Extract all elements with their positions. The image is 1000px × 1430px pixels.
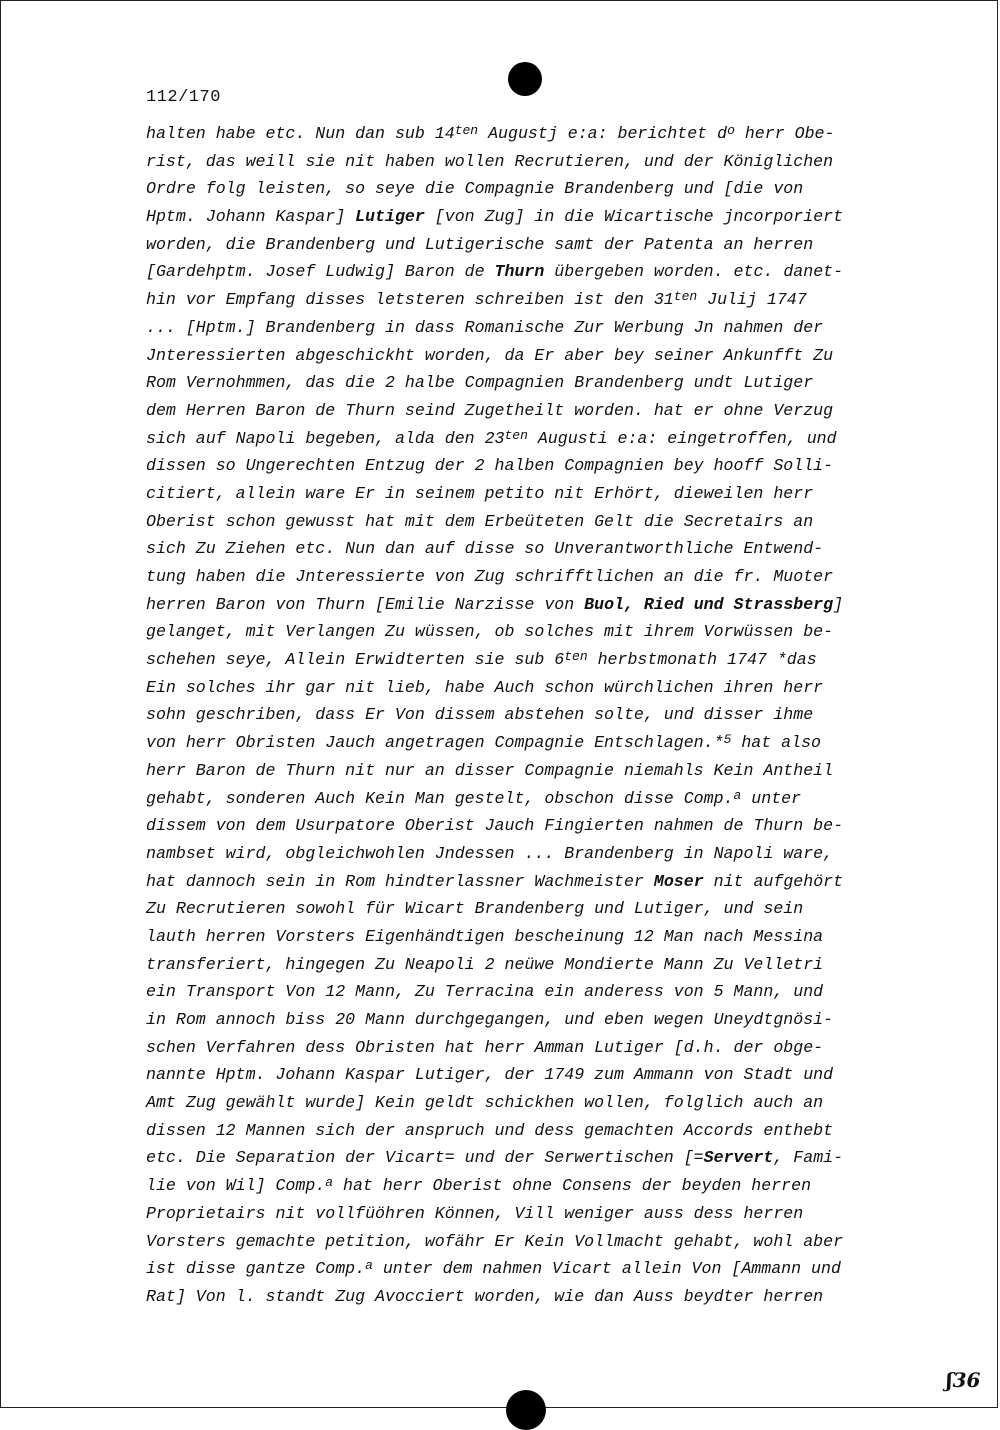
text-run: rist, das weill sie nit haben wollen Recrutieren, und der Königlichen <box>146 151 834 171</box>
text-run: schehen seye, Allein Erwidterten sie sub 6 <box>146 650 565 670</box>
text-run: tung haben die Jnteressierte von Zug schrifftlichen an die fr. Muoter <box>146 567 834 586</box>
text-line <box>146 978 926 1006</box>
text-run: Augustj e:a: berichtet d <box>478 124 728 143</box>
text-line <box>146 203 926 231</box>
margin-mark: ʃ36 <box>946 1368 981 1392</box>
bold-name: Thurn <box>494 262 545 282</box>
text-line <box>146 1034 926 1062</box>
text-run: Hptm. Johann Kaspar] <box>146 207 356 227</box>
text-line <box>146 314 926 342</box>
text-line <box>146 1061 926 1089</box>
text-line <box>146 591 926 619</box>
text-line <box>146 175 926 203</box>
superscript: a <box>733 787 742 803</box>
text-run: dissem von dem Usurpatore Oberist Jauch Fingierten nahmen de Thurn be- <box>146 816 844 836</box>
text-line <box>146 729 926 757</box>
text-run: unter dem nahmen Vicart allein Von [Ammann und <box>372 1259 841 1279</box>
text-run: Amt Zug gewählt wurde] Kein geldt schickhen wollen, folglich auch an <box>146 1093 824 1113</box>
page-number: 112/170 <box>146 88 221 107</box>
text-run: Zu Recrutieren sowohl für Wicart Brandenberg und Lutiger, und sein <box>146 899 804 919</box>
text-line <box>146 231 926 259</box>
text-run: lauth herren Vorsters Eigenhändtigen bescheinung 12 Man nach Messina <box>146 926 824 946</box>
text-run: etc. Die Separation der Vicart= und der Serwertischen [= <box>146 1148 704 1168</box>
text-run: Rat] Von l. standt Zug Avocciert worden, wie dan Auss beydter herren <box>146 1286 824 1306</box>
text-run: ist disse gantze Comp. <box>146 1259 366 1279</box>
superscript: ten <box>504 427 528 443</box>
superscript: a <box>365 1258 373 1274</box>
text-line <box>146 480 926 508</box>
text-run: citiert, allein ware Er in seinem petito nit Erhört, dieweilen herr <box>146 483 814 503</box>
text-line <box>146 895 926 923</box>
text-run: lie von Wil] Comp. <box>146 1176 326 1196</box>
superscript: ten <box>673 289 698 305</box>
text-line <box>146 923 926 951</box>
text-line <box>146 840 926 868</box>
text-run: halten habe etc. Nun dan sub 14 <box>146 124 455 143</box>
text-run: Ein solches ihr gar nit lieb, habe Auch schon würchlichen ihren herr <box>146 677 824 697</box>
text-run: Jnteressierten abgeschickht worden, da Er aber bey seiner Ankunfft Zu <box>146 345 834 365</box>
text-run: nannte Hptm. Johann Kaspar Lutiger, der 1749 zum Ammann von Stadt und <box>146 1065 834 1085</box>
text-run: ... [Hptm.] Brandenberg in dass Romanische Zur Werbung Jn nahmen der <box>146 317 824 337</box>
text-run: , Fami- <box>773 1148 844 1168</box>
text-run: unter <box>741 788 802 808</box>
text-line <box>146 701 926 729</box>
superscript: ten <box>454 123 479 138</box>
text-run: hat dannoch sein in Rom hindterlassner Wachmeister <box>146 871 654 891</box>
text-run: von herr Obristen Jauch angetragen Compagnie Entschlagen.* <box>146 733 724 753</box>
superscript: o <box>727 123 735 138</box>
text-line <box>146 674 926 702</box>
text-line <box>146 342 926 370</box>
text-run: sich Zu Ziehen etc. Nun dan auf disse so Unverantworthliche Entwend- <box>146 539 824 559</box>
text-run: hat also <box>731 733 821 753</box>
text-line <box>146 148 926 176</box>
text-line <box>146 1117 926 1145</box>
text-run: Rom Vernohmmen, das die 2 halbe Compagnien Brandenberg undt Lutiger <box>146 373 814 393</box>
text-run: nambset wird, obgleichwohlen Jndessen ... Brandenberg in Napoli ware, <box>146 843 834 863</box>
text-run: nit aufgehört <box>703 871 844 891</box>
text-line <box>146 1255 926 1283</box>
text-run: sich auf Napoli begeben, alda den 23 <box>146 428 505 448</box>
punch-hole-bottom <box>506 1390 546 1430</box>
text-run: Ordre folg leisten, so seye die Compagnie Brandenberg und [die von <box>146 179 804 199</box>
superscript: ten <box>564 649 588 665</box>
text-run: dissen so Ungerechten Entzug der 2 halben Compagnien bey hooff Solli- <box>146 456 834 476</box>
text-run: in Rom annoch biss 20 Mann durchgegangen, und eben wegen Uneydtgnösi- <box>146 1010 834 1029</box>
text-run: [Gardehptm. Josef Ludwig] Baron de <box>146 262 495 282</box>
text-run: ] <box>833 594 844 614</box>
text-line <box>146 452 926 480</box>
text-run: herbstmonath 1747 *das <box>587 650 817 670</box>
text-line <box>146 286 926 314</box>
text-run: Vorsters gemachte petition, wofähr Er Kein Vollmacht gehabt, wohl aber <box>146 1231 844 1251</box>
bold-name: Lutiger <box>355 207 425 227</box>
text-run: übergeben worden. etc. danet- <box>544 262 844 282</box>
document-body <box>146 120 926 1311</box>
text-run: herr Obe- <box>734 124 835 143</box>
text-run: gelanget, mit Verlangen Zu wüssen, ob solches mit ihrem Vorwüssen be- <box>146 622 834 642</box>
text-line <box>146 1228 926 1256</box>
text-run: hin vor Empfang disses letsteren schreiben ist den 31 <box>146 290 674 310</box>
text-run: schen Verfahren dess Obristen hat herr Amman Lutiger [d.h. der obge- <box>146 1037 824 1057</box>
text-run: dissen 12 Mannen sich der anspruch und dess gemachten Accords enthebt <box>146 1120 834 1140</box>
text-line <box>146 397 926 425</box>
text-line <box>146 951 926 979</box>
text-line <box>146 1144 926 1172</box>
text-line <box>146 1089 926 1117</box>
text-line <box>146 757 926 785</box>
bold-name: Buol, Ried und Strassberg <box>584 594 834 614</box>
superscript: 5 <box>723 732 732 748</box>
text-run: herr Baron de Thurn nit nur an disser Compagnie niemahls Kein Antheil <box>146 760 834 780</box>
text-run: transferiert, hingegen Zu Neapoli 2 neüwe Mondierte Mann Zu Velletri <box>146 954 824 974</box>
text-line <box>146 563 926 591</box>
text-run: herren Baron von Thurn [Emilie Narzisse von <box>146 594 585 614</box>
text-line <box>146 535 926 563</box>
text-line <box>146 508 926 536</box>
superscript: a <box>325 1175 334 1191</box>
text-run: sohn geschriben, dass Er Von dissem abstehen solte, und disser ihme <box>146 705 814 725</box>
text-run: Proprietairs nit vollfüöhren Können, Vill weniger auss dess herren <box>146 1203 804 1223</box>
text-run: Julij 1747 <box>697 290 807 310</box>
text-line <box>146 785 926 813</box>
text-line <box>146 1200 926 1228</box>
text-run: dem Herren Baron de Thurn seind Zugetheilt worden. hat er ohne Verzug <box>146 400 834 420</box>
bold-name: Servert <box>703 1148 774 1168</box>
text-line <box>146 120 926 148</box>
text-line <box>146 812 926 840</box>
text-run: Augusti e:a: eingetroffen, und <box>527 428 837 448</box>
bold-name: Moser <box>653 871 704 891</box>
text-run: ein Transport Von 12 Mann, Zu Terracina ein anderess von 5 Mann, und <box>146 982 824 1002</box>
text-line <box>146 646 926 674</box>
text-line <box>146 868 926 896</box>
text-line <box>146 369 926 397</box>
text-line <box>146 258 926 286</box>
punch-hole-top <box>508 62 542 96</box>
text-line <box>146 1006 926 1034</box>
text-run: hat herr Oberist ohne Consens der beyden herren <box>333 1176 812 1196</box>
text-run: worden, die Brandenberg und Lutigerische samt der Patenta an herren <box>146 234 814 254</box>
text-line <box>146 1172 926 1200</box>
text-run: gehabt, sonderen Auch Kein Man gestelt, obschon disse Comp. <box>146 788 734 808</box>
text-line <box>146 425 926 453</box>
text-line <box>146 1283 926 1311</box>
text-line <box>146 618 926 646</box>
text-run: [von Zug] in die Wicartische jncorporiert <box>424 207 844 227</box>
text-run: Oberist schon gewusst hat mit dem Erbeüteten Gelt die Secretairs an <box>146 511 814 531</box>
